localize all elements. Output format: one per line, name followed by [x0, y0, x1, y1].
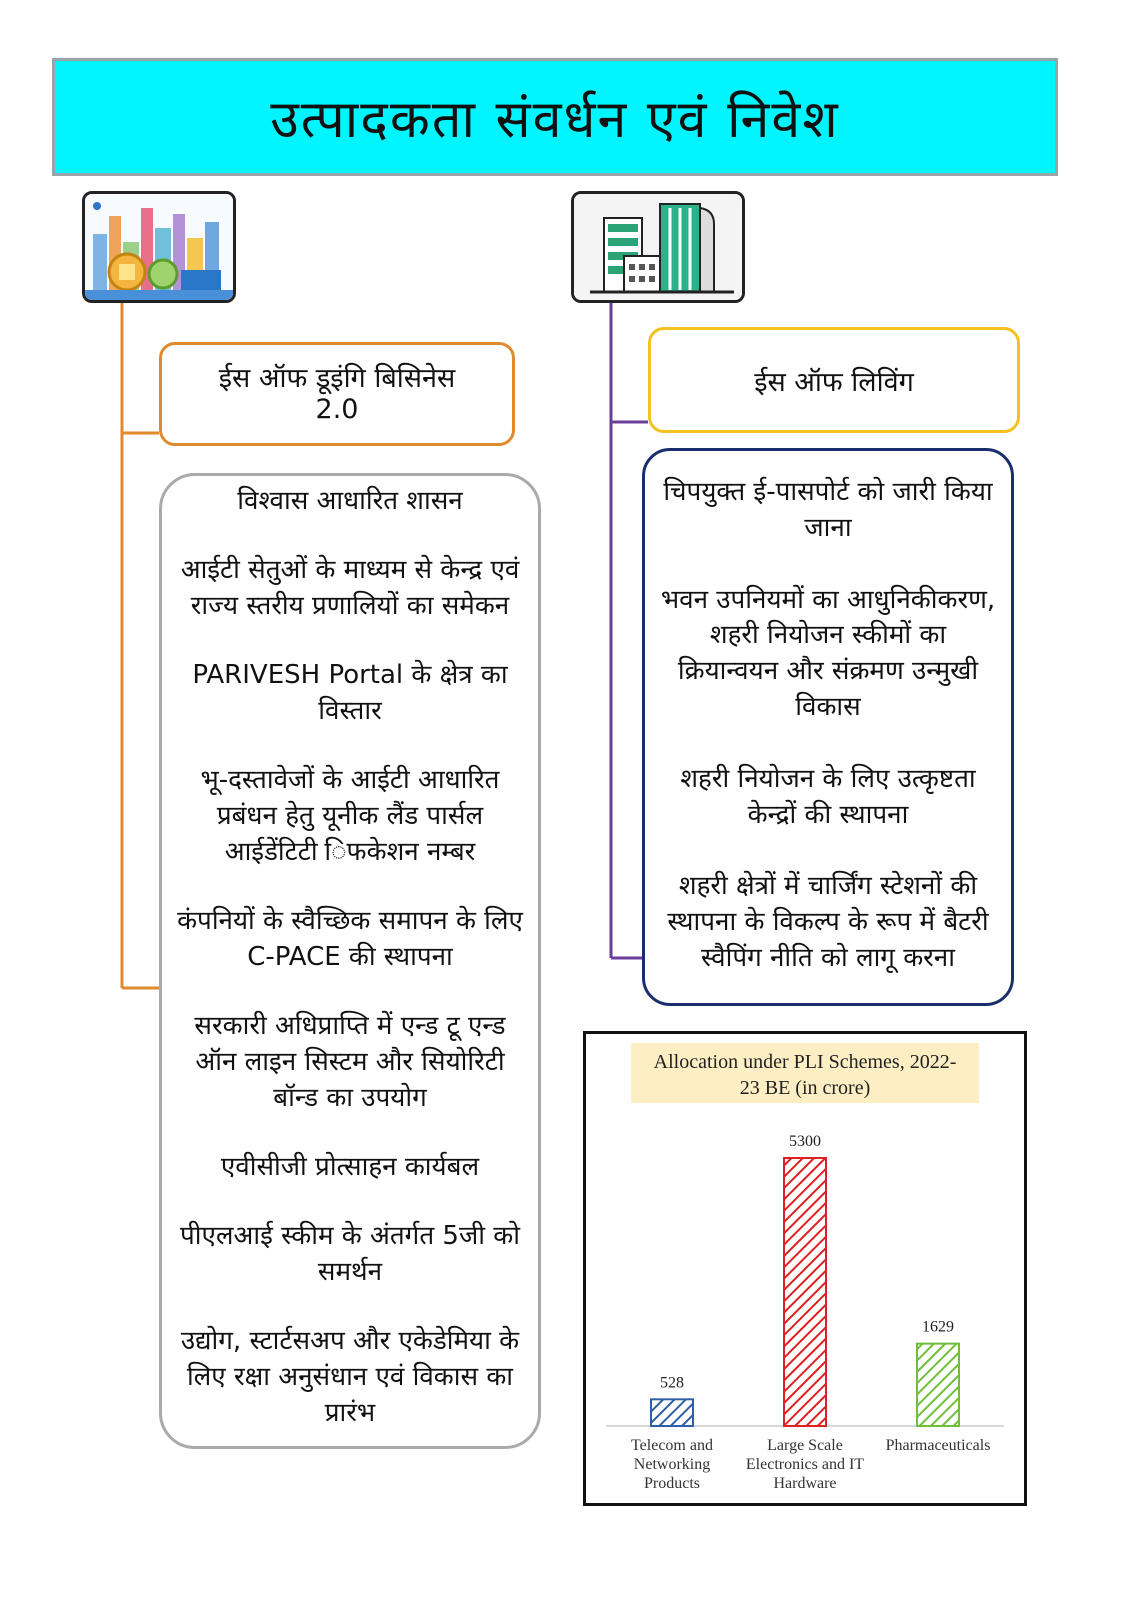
- page-title: उत्पादकता संवर्धन एवं निवेश: [270, 89, 840, 150]
- list-item: एवीसीजी प्रोत्साहन कार्यबल: [220, 1152, 480, 1183]
- ease-of-living-heading: [648, 327, 1020, 433]
- chart-title-line1: Allocation under PLI Schemes, 2022-: [653, 1051, 957, 1073]
- list-item: भवन उपनियमों का आधुनिकीकरण, शहरी नियोजन स्कीमों का क्रियान्वयन और संक्रमण उन्मुखी विकास: [660, 584, 996, 723]
- data-label-0: 528: [660, 1374, 684, 1392]
- data-label-2: 1629: [922, 1318, 954, 1336]
- chart-canvas: [586, 1034, 1024, 1503]
- list-item: कंपनियों के स्वैच्छिक समापन के लिए C-PACE की स्थापना: [177, 906, 523, 973]
- chart-title-line2: 23 BE (in crore): [739, 1077, 871, 1099]
- list-item: विश्वास आधारित शासन: [237, 486, 463, 516]
- ease-of-business-version: 2.0: [315, 394, 359, 425]
- list-item: PARIVESH Portal के क्षेत्र का विस्तार: [192, 660, 508, 727]
- list-item: चिपयुक्त ई-पासपोर्ट को जारी किया जाना: [663, 477, 993, 543]
- list-item: शहरी क्षेत्रों में चार्जिंग स्टेशनों की स्थापना के विकल्प के रूप में बैटरी स्वैपिंग नीति को लागू करना: [667, 871, 989, 974]
- bar-1: [784, 1158, 826, 1426]
- list-item: आईटी सेतुओं के माध्यम से केन्द्र एवं राज्य स्तरीय प्रणालियों का समेकन: [180, 555, 520, 622]
- business-reforms-list: [159, 473, 541, 1449]
- category-label-1: Hardware: [773, 1475, 837, 1492]
- ease-of-doing-business-heading: [159, 342, 515, 446]
- pli-allocation-chart: [583, 1031, 1027, 1506]
- list-item: शहरी नियोजन के लिए उत्कृष्टता केन्द्रों की स्थापना: [680, 763, 976, 830]
- list-item: सरकारी अधिप्राप्ति में एन्ड टू एन्ड ऑन लाइन सिस्टम और सियोरिटी बॉन्ड का उपयोग: [194, 1011, 506, 1113]
- data-label-1: 5300: [789, 1133, 821, 1150]
- category-label-2: Pharmaceuticals: [885, 1437, 991, 1454]
- ease-of-living-title: ईस ऑफ लिविंग: [754, 366, 914, 398]
- category-label-0: Products: [644, 1475, 700, 1492]
- category-label-1: Electronics and IT: [745, 1456, 865, 1473]
- list-item: पीएलआई स्कीम के अंतर्गत 5जी को समर्थन: [180, 1221, 520, 1288]
- bar-2: [917, 1344, 959, 1426]
- category-label-0: Telecom and: [631, 1437, 713, 1454]
- list-item: भू-दस्तावेजों के आईटी आधारित प्रबंधन हेतु यूनीक लैंड पार्सल आईडेंटिटी िफकेशन नम्बर: [200, 765, 500, 868]
- bar-0: [651, 1399, 693, 1426]
- list-item: उद्योग, स्टार्टसअप और एकेडेमिया के लिए रक्षा अनुसंधान एवं विकास का प्रारंभ: [180, 1326, 520, 1429]
- left-connector: [122, 303, 159, 988]
- ease-of-business-title: ईस ऑफ डूइंगि बिसिनेस: [218, 362, 456, 394]
- living-reforms-list: [642, 448, 1014, 1006]
- category-label-1: Large Scale: [767, 1437, 843, 1454]
- category-label-0: Networking: [633, 1456, 711, 1473]
